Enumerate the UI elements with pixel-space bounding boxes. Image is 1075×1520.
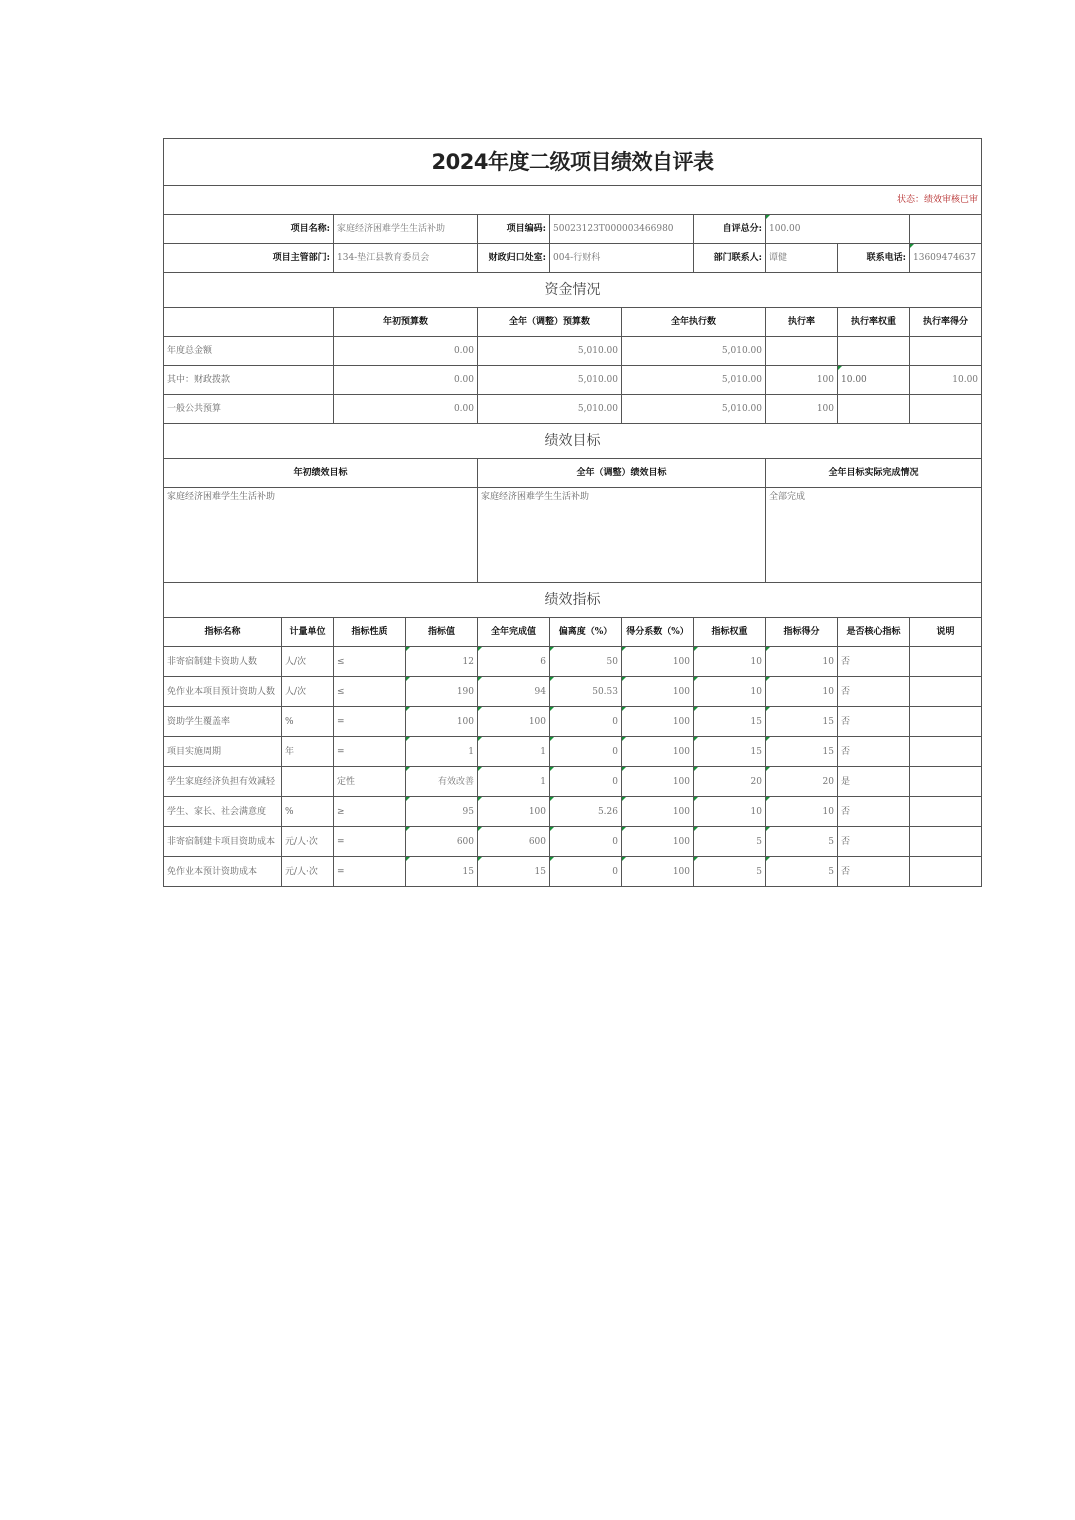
table-row [164,647,982,677]
indicator-name: 资助学生覆盖率 [164,707,282,737]
indicator-score: 15 [766,737,838,767]
project-code-value: 50023123T000003466980 [550,215,694,244]
indicator-actual: 1 [478,767,550,797]
indicator-score: 10 [766,797,838,827]
indicator-deviation: 0 [550,827,622,857]
funds-cell: 5,010.00 [622,337,766,366]
indicator-nature: = [334,737,406,767]
goal-initial: 家庭经济困难学生生活补助 [164,488,478,583]
indicator-target: 190 [406,677,478,707]
indicator-actual: 600 [478,827,550,857]
indicator-name: 非寄宿制建卡项目资助成本 [164,827,282,857]
indicator-unit: % [282,707,334,737]
indicator-score: 10 [766,647,838,677]
phone-value: 13609474637 [910,244,982,273]
funds-cell: 0.00 [334,337,478,366]
indicator-name: 非寄宿制建卡资助人数 [164,647,282,677]
indicator-deviation: 0 [550,767,622,797]
indicator-deviation: 5.26 [550,797,622,827]
finance-label: 财政归口处室: [478,244,550,273]
funds-cell: 10.00 [910,366,982,395]
funds-row-label: 其中：财政拨款 [164,366,334,395]
table-row [164,677,982,707]
indicator-target: 95 [406,797,478,827]
indicator-header: 指标名称 [164,618,282,647]
indicator-unit: 元/人·次 [282,857,334,887]
indicator-coef: 100 [622,647,694,677]
funds-cell: 5,010.00 [478,337,622,366]
indicator-header: 是否核心指标 [838,618,910,647]
indicator-unit: % [282,797,334,827]
page-title: 2024年度二级项目绩效自评表 [164,139,982,186]
indicator-core: 否 [838,797,910,827]
indicators-section-title: 绩效指标 [164,583,982,618]
funds-cell: 0.00 [334,366,478,395]
indicator-header: 指标得分 [766,618,838,647]
indicator-coef: 100 [622,707,694,737]
funds-header: 全年执行数 [622,308,766,337]
dept-value: 134-垫江县教育委员会 [334,244,478,273]
indicator-header: 指标值 [406,618,478,647]
indicator-core: 否 [838,827,910,857]
evaluation-sheet [163,138,981,887]
indicator-coef: 100 [622,857,694,887]
self-score-label: 自评总分: [694,215,766,244]
indicator-score: 5 [766,857,838,887]
indicator-weight: 10 [694,797,766,827]
indicator-name: 学生家庭经济负担有效减轻 [164,767,282,797]
funds-cell: 5,010.00 [622,366,766,395]
indicator-weight: 15 [694,737,766,767]
indicator-core: 否 [838,647,910,677]
indicator-coef: 100 [622,767,694,797]
indicator-header: 计量单位 [282,618,334,647]
funds-header: 全年（调整）预算数 [478,308,622,337]
indicator-note [910,707,982,737]
indicator-coef: 100 [622,827,694,857]
goals-section-title: 绩效目标 [164,424,982,459]
indicator-nature: ≤ [334,677,406,707]
indicator-deviation: 50.53 [550,677,622,707]
goal-adjusted: 家庭经济困难学生生活补助 [478,488,766,583]
indicator-nature: = [334,857,406,887]
project-name-label: 项目名称: [164,215,334,244]
funds-cell: 5,010.00 [622,395,766,424]
indicator-name: 项目实施周期 [164,737,282,767]
indicator-target: 15 [406,857,478,887]
funds-cell: 100 [766,395,838,424]
funds-row [164,337,982,366]
funds-cell [910,337,982,366]
indicator-note [910,827,982,857]
project-code-label: 项目编码: [478,215,550,244]
indicator-actual: 15 [478,857,550,887]
indicator-deviation: 0 [550,707,622,737]
goals-header: 年初绩效目标 [164,459,478,488]
indicator-coef: 100 [622,737,694,767]
table-row [164,767,982,797]
indicator-deviation: 0 [550,857,622,887]
indicator-core: 否 [838,857,910,887]
funds-cell: 10.00 [838,366,910,395]
indicator-unit: 人/次 [282,677,334,707]
indicator-nature: = [334,827,406,857]
indicator-coef: 100 [622,797,694,827]
indicator-note [910,737,982,767]
indicator-deviation: 0 [550,737,622,767]
indicator-header: 说明 [910,618,982,647]
funds-row [164,395,982,424]
evaluation-table [163,138,982,887]
funds-cell: 5,010.00 [478,366,622,395]
indicator-note [910,647,982,677]
indicator-unit: 人/次 [282,647,334,677]
indicator-actual: 6 [478,647,550,677]
indicator-nature: ≤ [334,647,406,677]
funds-row-label: 年度总金额 [164,337,334,366]
indicator-core: 否 [838,677,910,707]
indicator-score: 20 [766,767,838,797]
indicator-coef: 100 [622,677,694,707]
indicator-score: 5 [766,827,838,857]
indicator-core: 否 [838,737,910,767]
goals-header: 全年目标实际完成情况 [766,459,982,488]
indicator-target: 12 [406,647,478,677]
table-row [164,707,982,737]
indicator-unit: 年 [282,737,334,767]
table-row [164,797,982,827]
table-row [164,857,982,887]
status-badge: 状态：绩效审核已审 [164,186,982,215]
indicator-weight: 5 [694,827,766,857]
indicator-target: 600 [406,827,478,857]
indicator-name: 学生、家长、社会满意度 [164,797,282,827]
indicator-note [910,767,982,797]
indicator-weight: 10 [694,647,766,677]
indicator-name: 免作业本项目预计资助人数 [164,677,282,707]
table-row [164,737,982,767]
indicator-core: 否 [838,707,910,737]
indicator-actual: 94 [478,677,550,707]
table-row [164,827,982,857]
indicator-header: 指标权重 [694,618,766,647]
goals-header: 全年（调整）绩效目标 [478,459,766,488]
funds-header: 执行率得分 [910,308,982,337]
indicator-core: 是 [838,767,910,797]
indicator-nature: = [334,707,406,737]
indicator-unit: 元/人·次 [282,827,334,857]
indicator-actual: 1 [478,737,550,767]
indicator-note [910,857,982,887]
funds-header: 执行率 [766,308,838,337]
indicator-note [910,797,982,827]
funds-cell [766,337,838,366]
indicator-weight: 20 [694,767,766,797]
indicator-score: 15 [766,707,838,737]
indicator-actual: 100 [478,797,550,827]
phone-label: 联系电话: [838,244,910,273]
indicator-weight: 15 [694,707,766,737]
indicator-header: 得分系数（%） [622,618,694,647]
indicator-header: 全年完成值 [478,618,550,647]
indicator-target: 100 [406,707,478,737]
project-name-value: 家庭经济困难学生生活补助 [334,215,478,244]
indicator-weight: 10 [694,677,766,707]
indicator-name: 免作业本预计资助成本 [164,857,282,887]
empty-cell [910,215,982,244]
indicator-target: 1 [406,737,478,767]
indicator-header: 指标性质 [334,618,406,647]
indicator-nature: 定性 [334,767,406,797]
funds-section-title: 资金情况 [164,273,982,308]
indicator-actual: 100 [478,707,550,737]
funds-header: 年初预算数 [334,308,478,337]
self-score-value: 100.00 [766,215,910,244]
funds-header-blank [164,308,334,337]
dept-label: 项目主管部门: [164,244,334,273]
funds-row-label: 一般公共预算 [164,395,334,424]
indicator-unit [282,767,334,797]
indicator-deviation: 50 [550,647,622,677]
funds-cell: 0.00 [334,395,478,424]
contact-value: 谭健 [766,244,838,273]
funds-cell [838,395,910,424]
contact-label: 部门联系人: [694,244,766,273]
funds-cell: 100 [766,366,838,395]
funds-cell [910,395,982,424]
funds-cell: 5,010.00 [478,395,622,424]
indicator-score: 10 [766,677,838,707]
indicator-nature: ≥ [334,797,406,827]
indicator-note [910,677,982,707]
indicator-weight: 5 [694,857,766,887]
funds-cell [838,337,910,366]
funds-header: 执行率权重 [838,308,910,337]
indicator-target: 有效改善 [406,767,478,797]
indicator-header: 偏离度（%） [550,618,622,647]
funds-row [164,366,982,395]
goal-completion: 全部完成 [766,488,982,583]
finance-value: 004-行财科 [550,244,694,273]
